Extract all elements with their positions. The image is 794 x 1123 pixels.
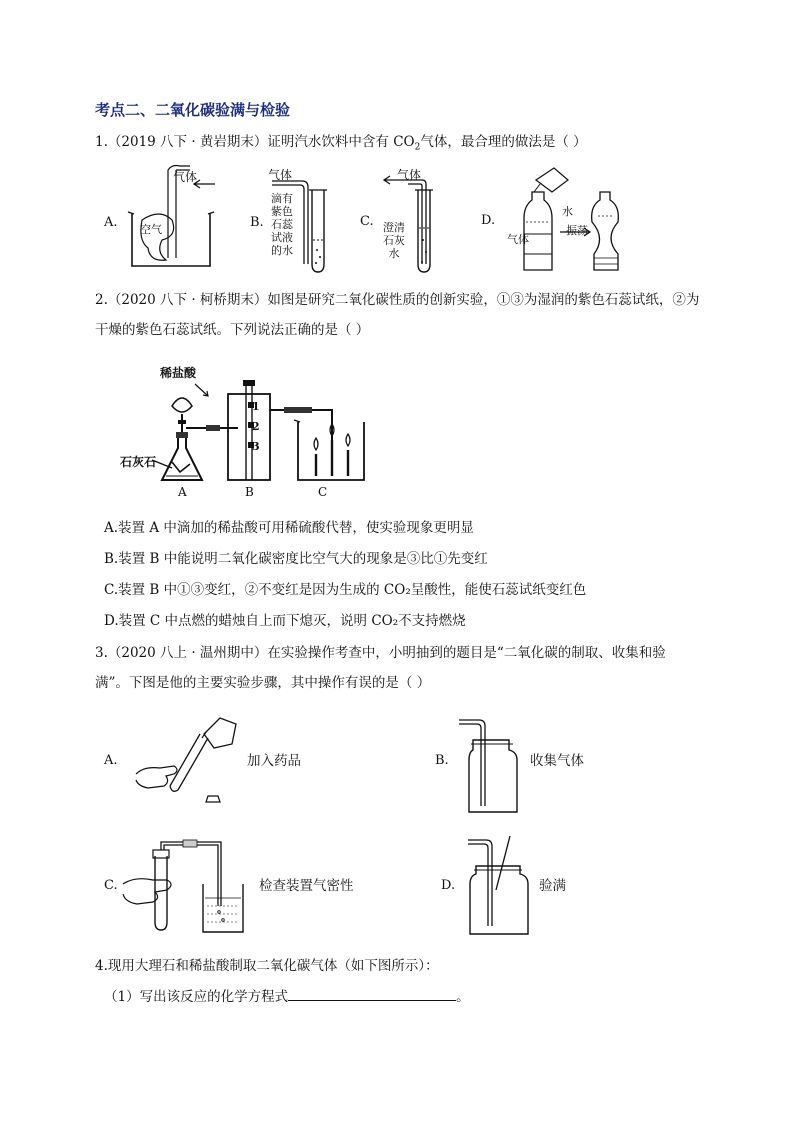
- q1-source: （2019 八下 · 黄岩期末）: [107, 134, 268, 150]
- q3-option-c-label: 检查装置气密性: [259, 878, 354, 894]
- q3-option-a-add-reagent-figure: [130, 712, 240, 807]
- q1-option-d-letter[interactable]: D.: [481, 213, 496, 228]
- q3-option-b-collect-gas-figure: [455, 714, 535, 814]
- q2-line-2: 干燥的紫色石蕊试纸。下列说法正确的是（ ）: [95, 322, 370, 338]
- q4-answer-blank[interactable]: [288, 987, 456, 1001]
- q4-sub-1-prefix: （1）写出该反应的化学方程式: [104, 989, 289, 1005]
- q3-option-b-letter[interactable]: B.: [435, 753, 449, 768]
- q1-option-c-liquid-label: 澄清石灰水: [383, 221, 405, 260]
- q2-option-d[interactable]: D.装置 C 中点燃的蜡烛自上而下熄灭，说明 CO₂不支持燃烧: [104, 613, 466, 629]
- q3-option-c-letter[interactable]: C.: [104, 878, 118, 893]
- section-title: 考点二、二氧化碳验满与检验: [95, 101, 291, 119]
- q2-mark-2: 2: [252, 420, 260, 433]
- q1-number: 1.: [95, 134, 108, 150]
- q1-option-a-gas-label: 气体: [173, 170, 198, 184]
- q1-option-d-water-label: 水: [562, 205, 573, 218]
- q2-line-1: 2.（2020 八下 · 柯桥期末）如图是研究二氧化碳性质的创新实验，①③为湿润的紫色石蕊试纸，②为: [95, 292, 700, 308]
- q1-text-after: 气体，最合理的做法是（ ）: [420, 134, 587, 150]
- q3-option-a-label: 加入药品: [247, 753, 301, 769]
- q1-option-b-letter[interactable]: B.: [250, 215, 264, 230]
- q2-mark-3: 3: [252, 440, 260, 453]
- q1-option-b-gas-label: 气体: [268, 168, 293, 182]
- q3-line-2: 满”。下图是他的主要实验步骤，其中操作有误的是（ ）: [95, 675, 431, 691]
- q1-option-c-test-tube-figure: [378, 168, 448, 278]
- q2-mark-1: 1: [252, 400, 260, 413]
- q1-option-d-gas-label: 气体: [507, 233, 529, 246]
- q2-option-b[interactable]: B.装置 B 中能说明二氧化碳密度比空气大的现象是③比①先变红: [104, 551, 488, 567]
- q1-option-a-letter[interactable]: A.: [104, 215, 118, 230]
- q1-option-d-shake-label: 振荡: [566, 224, 588, 237]
- q3-line-1: 3.（2020 八上 · 温州期中）在实验操作考查中，小明抽到的题目是“二氧化碳的制取、收集和验: [95, 645, 666, 661]
- q3-option-b-label: 收集气体: [530, 753, 584, 769]
- q2-acid-label: 稀盐酸: [160, 366, 197, 380]
- q4-sub-1: [104, 987, 470, 1006]
- q1-option-c-gas-label: 气体: [397, 168, 422, 182]
- q2-figure-label-a: A: [178, 485, 187, 499]
- q1-option-d-bottle-figure: [494, 162, 644, 277]
- q1-option-b-test-tube-figure: [268, 168, 338, 278]
- q2-apparatus-figure: [150, 380, 380, 490]
- question-1: [95, 133, 587, 157]
- q1-text-before: 证明汽水饮料中含有 CO: [267, 134, 415, 150]
- q1-option-c-letter[interactable]: C.: [360, 214, 374, 229]
- q3-option-c-airtightness-figure: [115, 836, 255, 936]
- q3-option-d-check-full-figure: [462, 830, 542, 940]
- q1-option-b-liquid-label: 滴有紫色石蕊试液的水: [271, 192, 293, 257]
- q3-option-d-letter[interactable]: D.: [441, 878, 456, 893]
- q1-sub: 2: [414, 142, 421, 153]
- q2-option-c[interactable]: C.装置 B 中①③变红，②不变红是因为生成的 CO₂呈酸性，能使石蕊试纸变红色: [104, 582, 587, 598]
- q4-line-1: 4.现用大理石和稀盐酸制取二氧化碳气体（如下图所示）：: [95, 958, 439, 974]
- q2-option-a[interactable]: A.装置 A 中滴加的稀盐酸可用稀硫酸代替，使实验现象更明显: [104, 520, 474, 536]
- q1-option-a-air-label: 空气: [140, 223, 162, 236]
- q2-figure-label-c: C: [318, 485, 328, 499]
- q2-figure-label-b: B: [245, 485, 254, 499]
- q4-sub-1-suffix: 。: [456, 989, 470, 1005]
- q3-option-a-letter[interactable]: A.: [104, 753, 118, 768]
- q3-option-d-label: 验满: [539, 878, 566, 894]
- q2-stone-label: 石灰石: [120, 455, 157, 469]
